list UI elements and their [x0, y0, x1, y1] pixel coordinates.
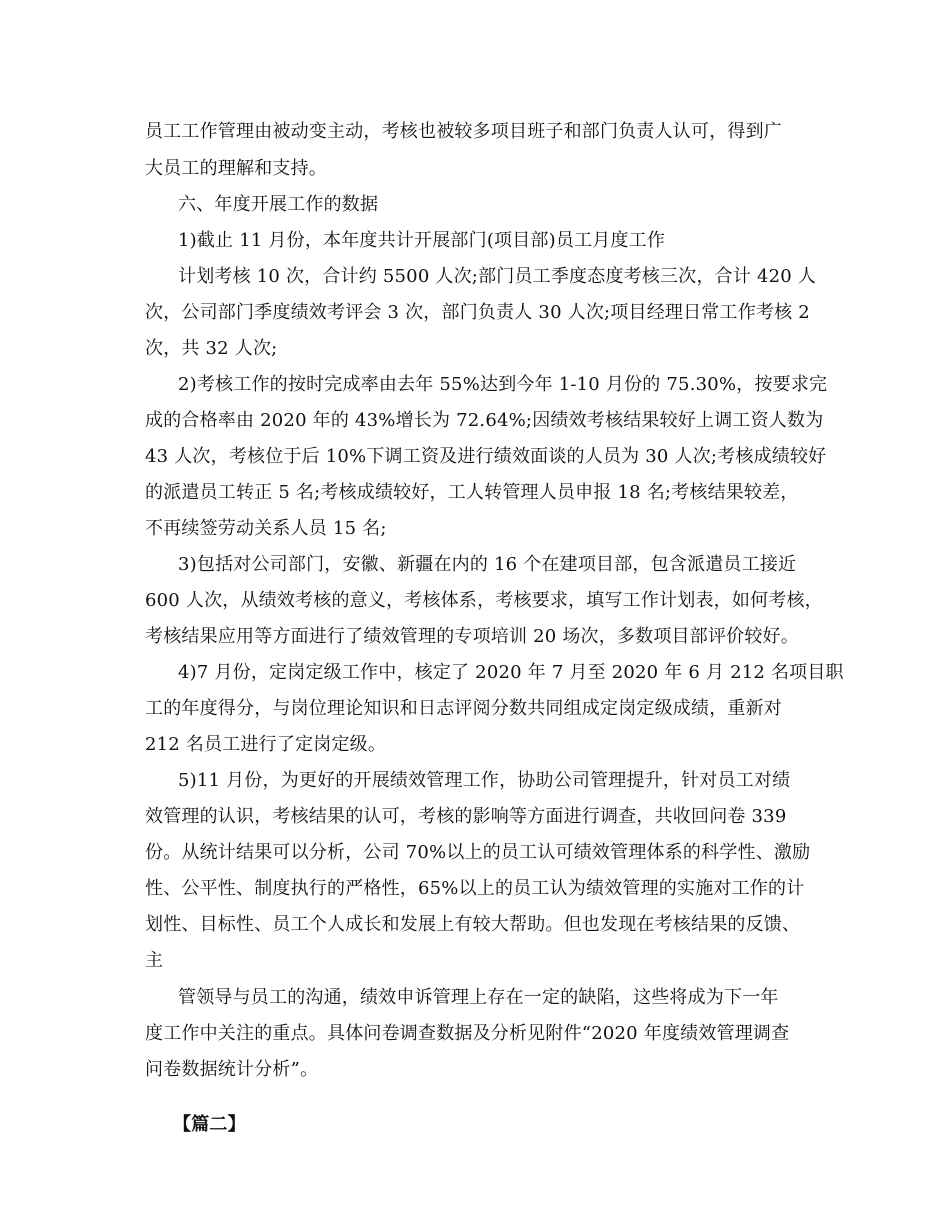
paragraph-line: 主	[145, 950, 164, 971]
paragraph-line: 600 人次，从绩效考核的意义，考核体系，考核要求，填写工作计划表，如何考核，	[145, 590, 823, 611]
paragraph-line: 4)7 月份，定岗定级工作中，核定了 2020 年 7 月至 2020 年 6 月 212 名项目职	[178, 662, 844, 683]
paragraph-line: 次，公司部门季度绩效考评会 3 次，部门负责人 30 人次;项目经理日常工作考核 2	[145, 302, 810, 323]
paragraph-line: 划性、目标性、员工个人成长和发展上有较大帮助。但也发现在考核结果的反馈、	[145, 914, 801, 935]
paragraph-line: 员工工作管理由被动变主动，考核也被较多项目班子和部门负责人认可，得到广	[145, 121, 782, 142]
paragraph-line: 考核结果应用等方面进行了绩效管理的专项培训 20 场次，多数项目部评价较好。	[145, 626, 799, 647]
paragraph-line: 问卷数据统计分析”。	[145, 1059, 319, 1080]
paragraph-line: 2)考核工作的按时完成率由去年 55%达到今年 1-10 月份的 75.30%，按要求完	[178, 374, 828, 395]
paragraph-line: 计划考核 10 次，合计约 5500 人次;部门员工季度态度考核三次，合计 420 人	[178, 266, 817, 287]
paragraph-line: 份。从统计结果可以分析，公司 70%以上的员工认可绩效管理体系的科学性、激励	[145, 842, 811, 863]
section-heading: 六、年度开展工作的数据	[178, 194, 379, 215]
paragraph-line: 次，共 32 人次;	[145, 338, 278, 359]
paragraph-line: 效管理的认识，考核结果的认可，考核的影响等方面进行调查，共收回问卷 339	[145, 806, 787, 827]
paragraph-line: 成的合格率由 2020 年的 43%增长为 72.64%;因绩效考核结果较好上调工资人数为	[145, 410, 824, 431]
paragraph-line: 1)截止 11 月份，本年度共计开展部门(项目部)员工月度工作	[178, 230, 666, 251]
paragraph-line: 工的年度得分，与岗位理论知识和日志评阅分数共同组成定岗定级成绩，重新对	[145, 698, 782, 719]
paragraph-line: 5)11 月份，为更好的开展绩效管理工作，协助公司管理提升，针对员工对绩	[178, 770, 791, 791]
paragraph-line: 度工作中关注的重点。具体问卷调查数据及分析见附件“2020 年度绩效管理调查	[145, 1023, 790, 1044]
paragraph-line: 212 名员工进行了定岗定级。	[145, 734, 387, 755]
paragraph-line: 不再续签劳动关系人员 15 名;	[145, 518, 387, 539]
paragraph-line: 管领导与员工的沟通，绩效申诉管理上存在一定的缺陷，这些将成为下一年	[178, 987, 779, 1008]
paragraph-line: 性、公平性、制度执行的严格性，65%以上的员工认为绩效管理的实施对工作的计	[145, 878, 805, 899]
paragraph-line: 大员工的理解和支持。	[145, 158, 327, 179]
paragraph-line: 43 人次，考核位于后 10%下调工资及进行绩效面谈的人员为 30 人次;考核成绩较好	[145, 446, 827, 467]
section-title-part-two: 【篇二】	[173, 1114, 246, 1135]
paragraph-line: 的派遣员工转正 5 名;考核成绩较好，工人转管理人员申报 18 名;考核结果较差，	[145, 482, 799, 503]
paragraph-line: 3)包括对公司部门，安徽、新疆在内的 16 个在建项目部，包含派遣员工接近	[178, 554, 797, 575]
